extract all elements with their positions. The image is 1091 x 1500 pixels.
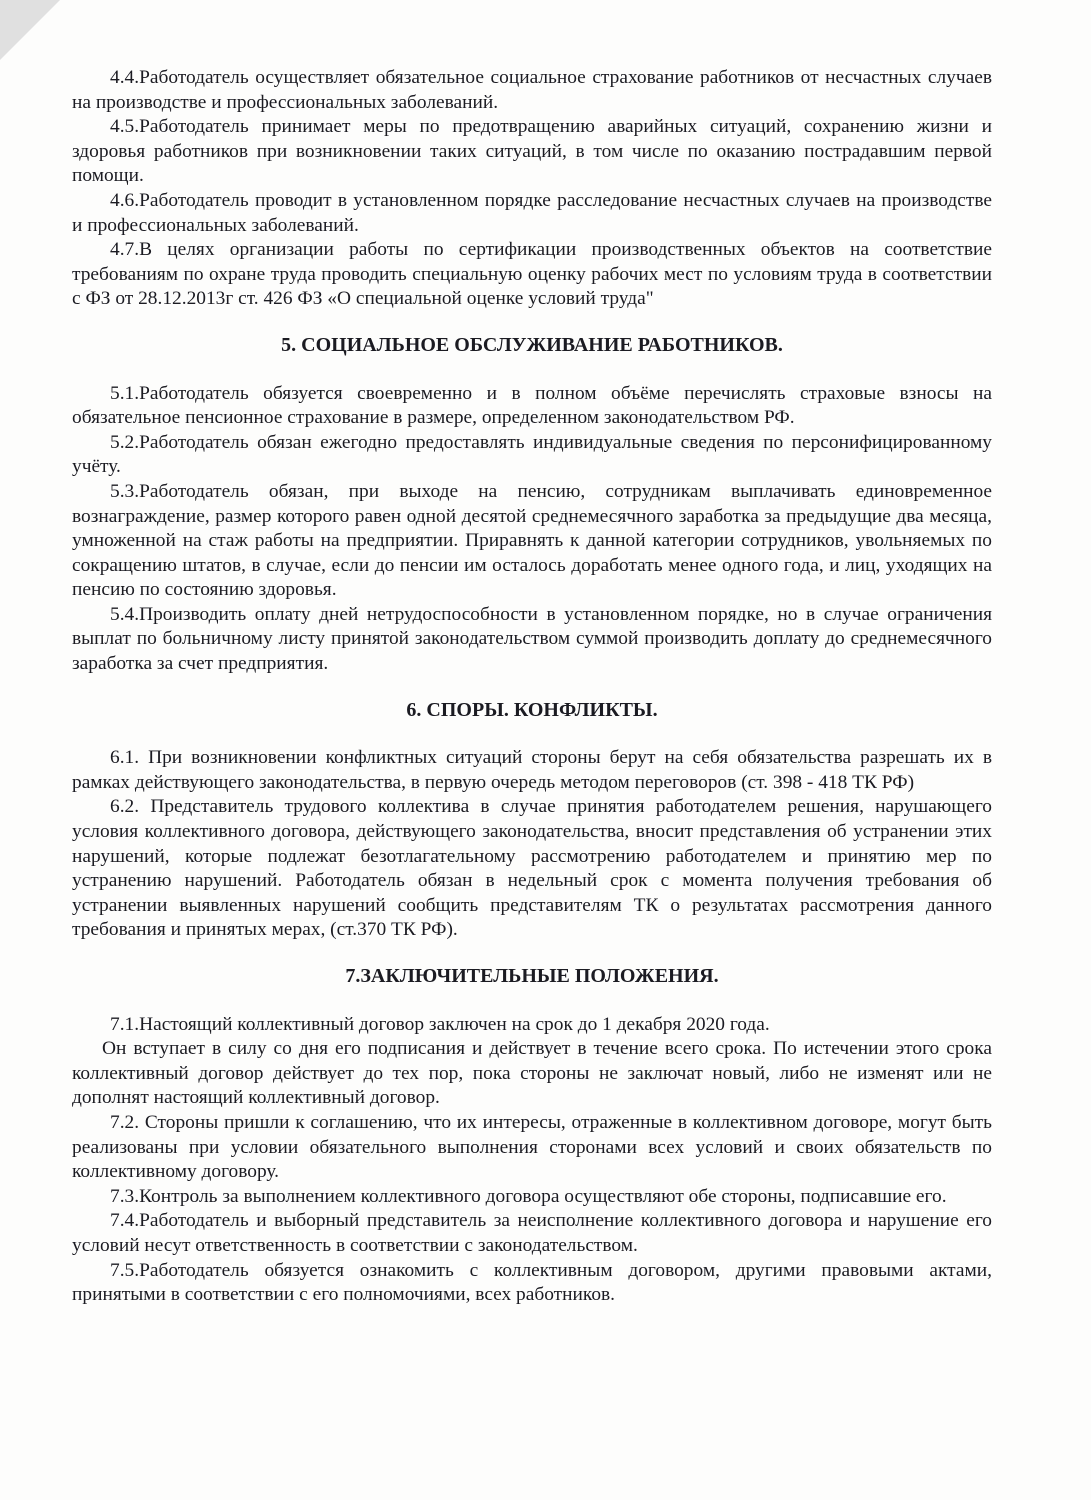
document-body bbox=[72, 66, 992, 1308]
paragraph-5-1: 5.1.Работодатель обязуется своевременно и в полном объёме перечислять страховые взносы на обязательное пенсионное страхование в размере, определенном законодательством РФ. bbox=[72, 382, 992, 429]
paragraph-6-2: 6.2. Представитель трудового коллектива в случае принятия работодателем решения, нарушающего условия коллективного договора, действующего законодательства, вносит представления об устранении этих нарушений, которые подлежат безотлагательному рассмотрению работодателем и принятию мер по устранению нарушений. Работодатель обязан в недельный срок с момента получения требования об устранении выявленных нарушений сообщить представителям ТК о результатах рассмотрения данного требования и принятых мерах, (ст.370 ТК РФ). bbox=[72, 796, 992, 941]
paragraph-7-2: 7.2. Стороны пришли к соглашению, что их интересы, отраженные в коллективном договоре, могут быть реализованы при условии обязательного выполнения сторонами всех условий и своих обязательств по коллективному договору. bbox=[72, 1111, 992, 1183]
paragraph-5-3: 5.3.Работодатель обязан, при выходе на пенсию, сотрудникам выплачивать единовременное вознаграждение, размер которого равен одной десятой среднемесячного заработка за предыдущие два месяца, умноженной на стаж работы на предприятии. Приравнять к данной категории сотрудников, увольняемых по сокращению штатов, в случае, если до пенсии им осталось доработать менее одного года, и лиц, уходящих на пенсию по состоянию здоровья. bbox=[72, 480, 992, 601]
section-5-heading: 5. СОЦИАЛЬНОЕ ОБСЛУЖИВАНИЕ РАБОТНИКОВ. bbox=[281, 333, 783, 356]
paragraph-7-4: 7.4.Работодатель и выборный представитель за неисполнение коллективного договора и нарушение его условий несут ответственность в соответствии с законодательством. bbox=[72, 1210, 992, 1256]
paragraph-5-4: 5.4.Производить оплату дней нетрудоспособности в установленном порядке, но в случае ограничения выплат по больничному листу принятой законодательством суммой производить доплату до среднемесячного заработка за счет предприятия. bbox=[72, 603, 992, 675]
folded-corner bbox=[0, 0, 60, 60]
section-6-heading: 6. СПОРЫ. КОНФЛИКТЫ. bbox=[406, 698, 658, 721]
paragraph-7-5: 7.5.Работодатель обязуется ознакомить с коллективным договором, другими правовыми актами, принятыми в соответствии с его полномочиями, всех работников. bbox=[72, 1259, 992, 1306]
paragraph-7-3: 7.3.Контроль за выполнением коллективного договора осуществляют обе стороны, подписавшие его. bbox=[110, 1185, 947, 1207]
paragraph-4-6: 4.6.Работодатель проводит в установленном порядке расследование несчастных случаев на производстве и профессиональных заболеваний. bbox=[72, 189, 992, 236]
paragraph-7-1-continued: Он вступает в силу со дня его подписания и действует в течение всего срока. По истечении этого срока коллективный договор действует до тех пор, пока стороны не заключат новый, либо не изменят или не дополнят настоящий коллективный договор. bbox=[72, 1038, 992, 1109]
paragraph-7-1: 7.1.Настоящий коллективный договор заключен на срок до 1 декабря 2020 года. bbox=[110, 1013, 770, 1035]
paragraph-4-5: 4.5.Работодатель принимает меры по предотвращению аварийных ситуаций, сохранению жизни и здоровья работников при возникновении таких ситуаций, в том числе по оказанию пострадавшим первой помощи. bbox=[72, 116, 992, 187]
paragraph-5-2: 5.2.Работодатель обязан ежегодно предоставлять индивидуальные сведения по персонифицированному учёту. bbox=[72, 431, 992, 478]
section-7-heading: 7.ЗАКЛЮЧИТЕЛЬНЫЕ ПОЛОЖЕНИЯ. bbox=[345, 965, 719, 987]
paragraph-6-1: 6.1. При возникновении конфликтных ситуаций стороны берут на себя обязательства разрешать их в рамках действующего законодательства, в первую очередь методом переговоров (ст. 398 - 418 ТК РФ) bbox=[72, 747, 992, 793]
paragraph-4-7: 4.7.В целях организации работы по сертификации производственных объектов на соответствие требованиям по охране труда проводить специальную оценку рабочих мест по условиям труда в соответствии с ФЗ от 28.12.2013г ст. 426 ФЗ «О специальной оценке условий труда" bbox=[72, 239, 992, 310]
paragraph-4-4: 4.4.Работодатель осуществляет обязательное социальное страхование работников от несчастных случаев на производстве и профессиональных заболеваний. bbox=[72, 67, 992, 113]
